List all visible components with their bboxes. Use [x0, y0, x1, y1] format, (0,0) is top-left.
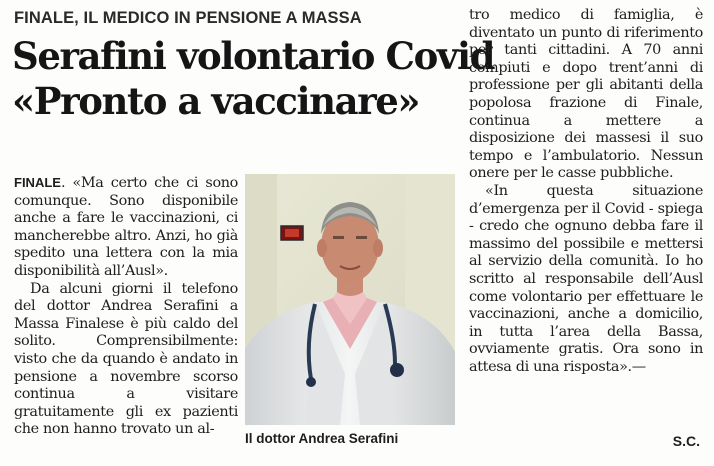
paragraph-2: Da alcuni giorni il telefono del dottor Andrea Serafini a Massa Finalese è più caldo del solito. Comprensibilmente: visto che da quando è andato in pensione a novembre scorso continua a visitare gratuitamente gli ex pazienti che non hanno trovato un al-: [14, 280, 238, 438]
article-column-3: [469, 7, 703, 437]
kicker: FINALE, IL MEDICO IN PENSIONE A MASSA: [14, 9, 362, 27]
doctor-portrait-illustration: [245, 174, 455, 425]
paragraph-1: [14, 174, 238, 281]
paragraph-1-text: . «Ma certo che ci sono comunque. Sono disponibile anche a fare le vaccinazioni, ci mancherebbe altro. Anzi, ho già spedito una lettera con la mia disponibilità all’Ausl».: [14, 175, 238, 279]
author-signature: S.C.: [672, 433, 700, 449]
headline-line-1: Serafini volontario Covid: [12, 34, 495, 78]
headline: [12, 34, 495, 124]
paragraph-3: tro medico di famiglia, è diventato un punto di riferimento per tanti cittadini. A 70 anni compiuti e dopo trent’anni di professione per gli abitanti della popolosa frazione di Finale, continua a mettere a disposizione dei massesi il suo tempo e l’ambulatorio. Nessun onere per le casse pubbliche.: [469, 7, 703, 182]
article-column-1: [14, 174, 238, 466]
doctor-photo: [245, 174, 455, 425]
paragraph-4: «In questa situazione d’emergenza per il Covid - spiega - credo che ognuno debba fare il massimo del possibile e mettersi al servizio della comunità. Io ho scritto al responsabile dell’Ausl come volontario per effettuare le vaccinazioni, anche a domicilio, in tutta l’area della Bassa, ovviamente gratis. Ora sono in attesa di una risposta».—: [469, 182, 703, 375]
dateline: FINALE: [14, 175, 61, 190]
headline-line-2: «Pronto a vaccinare»: [12, 79, 420, 123]
photo-caption: Il dottor Andrea Serafini: [245, 431, 399, 446]
